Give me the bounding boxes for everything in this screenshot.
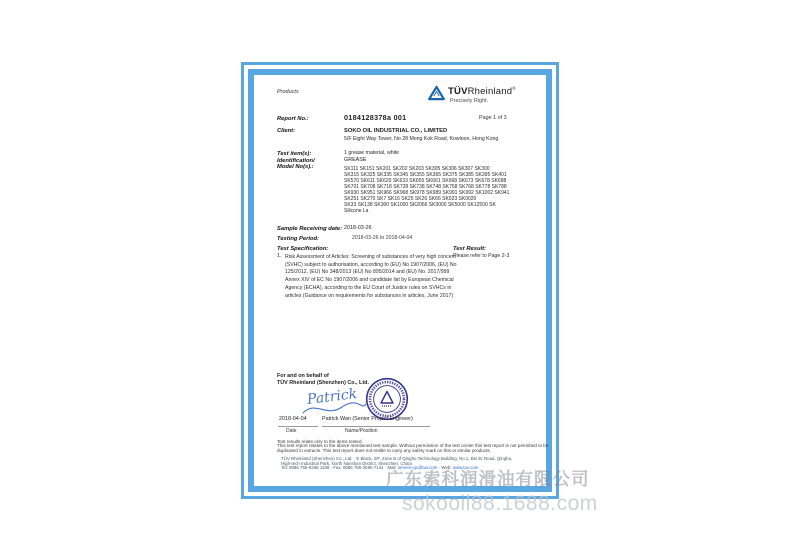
client-name: SOKO OIL INDUSTRIAL CO., LIMITED [344,128,448,134]
tel-value: Tel: 0086 755-8268 1188 [281,465,330,471]
spec-line: Agency (ECHA), according to the EU Court of Justice rules on SVHCs in [285,284,452,291]
separator: · [384,465,387,471]
mail-link: service-gc@tuv.com [397,465,438,471]
model-line: SK33 SK138 SK300 SK1000 SK2066 SK3000 SK5000 SK12500 SK [344,202,496,209]
test-specification-label: Test Specification: [277,245,329,252]
registered-mark: ® [512,86,516,91]
model-line: Silicone La [344,208,369,215]
tuv-triangle-icon [428,85,445,101]
model-line: SK701 SK708 SK718 SK728 SK738 SK748 SK758 SK768 SK778 SK788 [344,183,507,190]
model-line: SK111 SK151 SK201 SK202 SK203 SK305 SK306 SK307 SK300 [344,165,490,172]
lab-address-line: TÜV Rheinland (Shenzhen) Co., Ltd. · E Block, 2/F, Zone B of Qinghu Technology Building, No.1, Bei Er Road, Qinghu, [281,456,513,461]
separator: · [438,465,441,471]
disclaimer-line: This test report relates to the above mentioned test sample. Without permission of the test center this test report is not permitted to be [277,443,549,449]
products-label: Products [277,89,299,95]
web-link: www.tuv.com [452,465,479,471]
model-line: SK315 SK325 SK335 SK345 SK355 SK365 SK375 SK385 SK395 SK401 [344,171,507,178]
model-line: SK570 SK611 SK620 SK633 SK655 SK661 SK668 SK673 SK678 SK688 [344,177,507,184]
model-line: SK251 SK270 SK7 SK16 SK25 SK26 SK66 SK023 SK0020 [344,196,477,202]
client-label: Client: [277,128,296,134]
mail-label: Mail: [387,465,397,471]
date-rule [278,426,318,427]
company-watermark-cn: 广东索科润滑油有限公司 [386,469,590,489]
testing-period-value: 2018-03-26 to 2018-04-04 [352,234,413,241]
brand-tuv: TÜV [448,86,468,98]
page-indicator: Page 1 of 3 [479,115,507,121]
client-address: 5/F Eight Way Tower, No 28 Mong Kok Road, Kowloon, Hong Kong [344,136,499,142]
disclaimer-line: Test results relate only to the items tested. [277,438,363,444]
identification-label-line2: Model No(s).: [277,164,314,170]
test-result-label: Test Result: [453,245,486,252]
disclaimer-line: duplicated in extracts. This test report does not entitle to carry any safety mark on this or similar products. [277,448,491,454]
spec-line: Risk Assessment of Articles: Screening of substances of very high concern [285,254,457,260]
signoff-name-value: Patrick Wan (Senior Project Engineer) [322,416,413,422]
report-no-value: 0184128378a 001 [344,113,407,122]
signature: Patrick [306,385,359,409]
test-item-label: Test item(s): [277,150,312,157]
spec-line: 125/2012, (EU) No 348/2013 (EU) No 895/2014 and (EU) No. 2017/999 [285,269,450,276]
testing-period-label: Testing Period: [277,235,319,242]
date-label: Date [286,428,297,434]
identification-label-line1: Identification/ [277,157,315,164]
company-stamp-icon [365,377,409,421]
test-result-value: Please refer to Page 2-3 [453,253,510,259]
site-watermark: sokooil88.1688.com [402,492,598,515]
brand-wordmark [448,87,516,97]
sample-receiving-label: Sample Receiving date: [277,226,343,232]
spec-line: Annex XIV of EC No 1907/2006 and candidate list by European Chemical [285,277,454,284]
name-position-label: Name/Position [345,428,378,434]
brand-tagline: Precisely Right. [450,98,489,104]
test-item-value: 1 grease material, white [344,149,400,156]
lab-address-line: High-tech Industrial Park, North Nanshan District, Shenzhen, China [281,460,412,466]
signoff-date-value: 2018-04-04 [279,416,307,422]
model-line: SK930 SK951 SK966 SK968 SK978 SK989 SK991 SK992 SK1002 SK941 [344,189,510,196]
behalf-line2: TÜV Rheinland (Shenzhen) Co., Ltd. [277,380,369,386]
name-rule [322,426,430,427]
model-grease: GREASE [344,157,367,163]
fax-value: Fax: 0086 755-2695 7144 [333,465,384,471]
separator: · [330,465,332,471]
spec-line: articles (Guidance on requirements for substances in articles, June 2017) [285,292,454,299]
spec-item-number: 1. [277,253,282,259]
spec-line: (SVHC) subject to authorisation, according to (EU) No 1907/2006, (EU) No [285,261,457,268]
sample-receiving-value: 2018-03-26 [344,225,372,231]
brand-rheinland: Rheinland [467,86,513,98]
web-label: Web: [441,465,452,471]
report-no-label: Report No.: [277,116,309,122]
behalf-line1: For and on behalf of [277,373,329,379]
